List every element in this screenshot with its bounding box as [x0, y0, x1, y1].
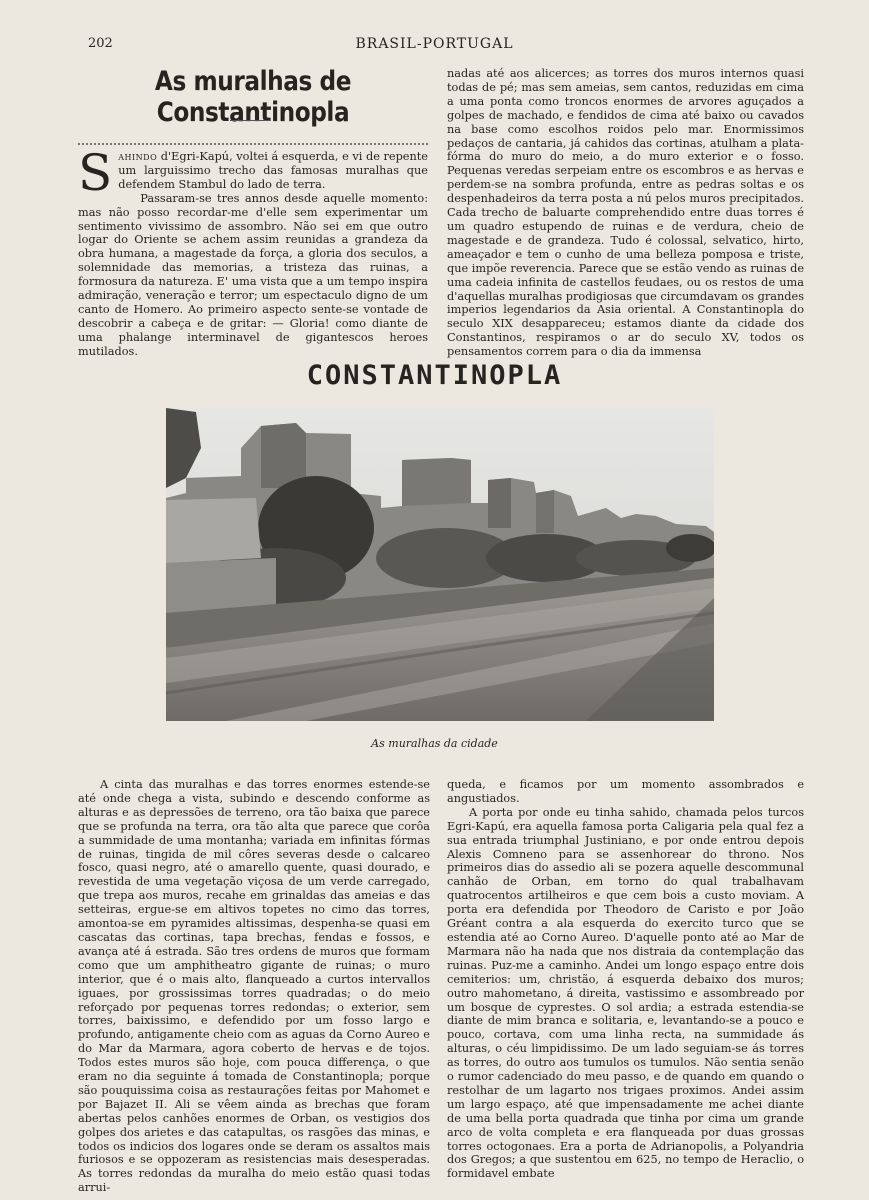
- paragraph: queda, e ficamos por um momento assombrados e angustiados.: [447, 778, 804, 805]
- dotted-rule: [78, 143, 428, 145]
- article-title: As muralhas de Constantinopla: [154, 66, 352, 128]
- running-head: BRASIL-PORTUGAL: [355, 36, 514, 52]
- photo-caption: As muralhas da cidade: [371, 737, 498, 750]
- text-column-2: [447, 67, 804, 359]
- opening-paragraph: [78, 144, 428, 202]
- paragraph: nadas até aos alicerces; as torres dos muros internos quasi todas de pé; mas sem ameias, sem cantos, reduzidas em cima a uma ponta como troncos enormes de arvores aguçados a golpes de machado, e fendidos de cima até baixo ou cavados na base como escolhos roidos pelo mar. Enormissimos pedaços de cantaria, já cahidos das cortinas, atulham a plata-fórma do muro do meio, a do muro exterior e o fosso. Pequenas veredas serpeiam entre os escombros e as hervas e perdem-se na sombra profunda, entre as pedras soltas e os despenhadeiros da terra posta a nú pelos muros precipitados. Cada trecho de baluarte comprehendido entre duas torres é um quadro estupendo de ruinas e de verdura, cheio de magestade e de grandeza. Tudo é colossal, selvatico, hirto, ameaçador e tem o cunho de uma belleza pomposa e triste, que impõe reverencia. Parece que se estão vendo as ruinas de uma cadeia infinita de castellos feudaes, ou os restos de uma d'aquellas muralhas prodigiosas que circumdavam os grandes imperios legendarios da Asia oriental. A Constantinopla do seculo XIX desappareceu; estamos diante da cidade dos Constantinos, respiramos o ar do seculo XV, todos os pensamentos correm para o dia da immensa: [447, 67, 805, 359]
- photo-illustration: [166, 408, 714, 721]
- title-rule: [230, 120, 270, 121]
- city-walls-photo: [166, 408, 714, 721]
- opening-paragraph-text: d'Egri-Kapú, voltei á esquerda, e vi de repente um larguissimo trecho das famosas muralhas que defendem Stambul do lado de terra.: [118, 150, 428, 191]
- drop-cap: S: [78, 144, 113, 202]
- text-column-1: [78, 144, 428, 359]
- text-column-4: [447, 778, 804, 1181]
- paragraph: A porta por onde eu tinha sahido, chamada pelos turcos Egri-Kapú, era aquella famosa porta Caligaria pela qual fez a sua entrada triumphal Justiniano, e por onde entrou depois Alexis Comneno para se assenhorear do throno. Nos primeiros dias do assedio ali se pozera aquelle descommunal canhão de Orban, em torno do qual trabalhavam quatrocentos artilheiros e que cem bois a custo moviam. A porta era defendida por Theodoro de Caristo e por João Gréant contra a ala esquerda do exercito turco que se estendia até ao Corno Aureo. D'aquelle ponto até ao Mar de Marmara não ha nada que nos distraia da contemplação das ruinas. Puz-me a caminho. Andei um longo espaço entre dois cemiterios: um, christão, á esquerda debaixo dos muros; outro mahometano, á direita, vastissimo e assombreado por um bosque de cyprestes. O sol ardia; a estrada estendia-se diante de mim branca e solitaria, e, levantando-se a pouco e pouco, cortava, com uma linha recta, na summidade ás alturas, o céu limpidissimo. De um lado seguiam-se ás torres as torres, do outro aos tumulos os tumulos. Não sentia senão o rumor cadenciado do meu passo, e de quando em quando o restolhar de um lagarto nos trigaes proximos. Andei assim um largo espaço, até que impensadamente me achei diante de uma bella porta quadrada que tinha por cima um grande arco de volta completa e era flanqueada por duas grossas torres octogonaes. Era a porta de Adrianopolis, a Polyandria dos Gregos; a que sustentou em 625, no tempo de Heraclio, o formidavel embate: [447, 805, 804, 1181]
- section-heading: CONSTANTINOPLA: [306, 360, 563, 391]
- paragraph: A cinta das muralhas e das torres enormes estende-se até onde chega a vista, subindo e descendo conforme as alturas e as depressões de terreno, ora tão baixa que parece que se profunda na terra, ora tão alta que parece que corôa a summidade de uma montanha; variada em infinitas fórmas de ruinas, tingida de mil côres severas desde o calcareo fosco, quasi negro, até o amarello quente, quasi dourado, e revestida de uma vegetação viçosa de um verde carregado, que trepa aos muros, recahe em grinaldas das ameias e das setteiras, ergue-se em altivos topetes no cimo das torres, amontoa-se em pyramides altissimas, despenha-se quasi em cascatas das cortinas, tapa brechas, fendas e fossos, e avança até á estrada. São tres ordens de muros que formam como que um amphitheatro gigante de ruinas; o muro interior, que é o mais alto, flanqueado a curtos intervallos iguaes, por grossissimas torres quadradas; o do meio reforçado por pequenas torres redondas; o exterior, sem torres, baixissimo, e defendido por um fosso largo e profundo, antigamente cheio com as aguas da Corno Aureo e do Mar da Marmara, agora coberto de hervas e de tojos. Todos estes muros são hoje, com pouca differença, o que eram no dia seguinte á tomada de Constantinopla; porque são pouquissima coisa as restaurações feitas por Mahomet e por Bajazet II. Ali se vêem ainda as brechas que foram abertas pelos canhões enormes de Orban, os vestigios dos golpes dos arietes e das catapultas, os rasgões das minas, e todos os indicios dos logares onde se deram os assaltos mais furiosos e se oppozeram as resistencias mais desesperadas. As torres redondas da muralha do meio estão quasi todas arrui-: [78, 778, 430, 1195]
- paragraph: Passaram-se tres annos desde aquelle momento: mas não posso recordar-me d'elle sem experimentar um sentimento vivissimo de assombro. Não sei em que outro logar do Oriente se achem assim reunidas a grandeza da obra humana, a magestade da força, a gloria dos seculos, a solemnidade das memorias, a tristeza das ruinas, a formosura da natureza. E' uma vista que a um tempo inspira admiração, veneração e terror; um espectaculo digno de um canto de Homero. Ao primeiro aspecto sente-se vontade de descobrir a cabeça e de gritar: — Gloria! como diante de uma phalange interminavel de gigantescos heroes mutilados.: [78, 191, 428, 358]
- text-column-3: [78, 778, 430, 1195]
- lead-smallcaps: ahindo: [118, 150, 158, 163]
- page-number: 202: [88, 36, 113, 51]
